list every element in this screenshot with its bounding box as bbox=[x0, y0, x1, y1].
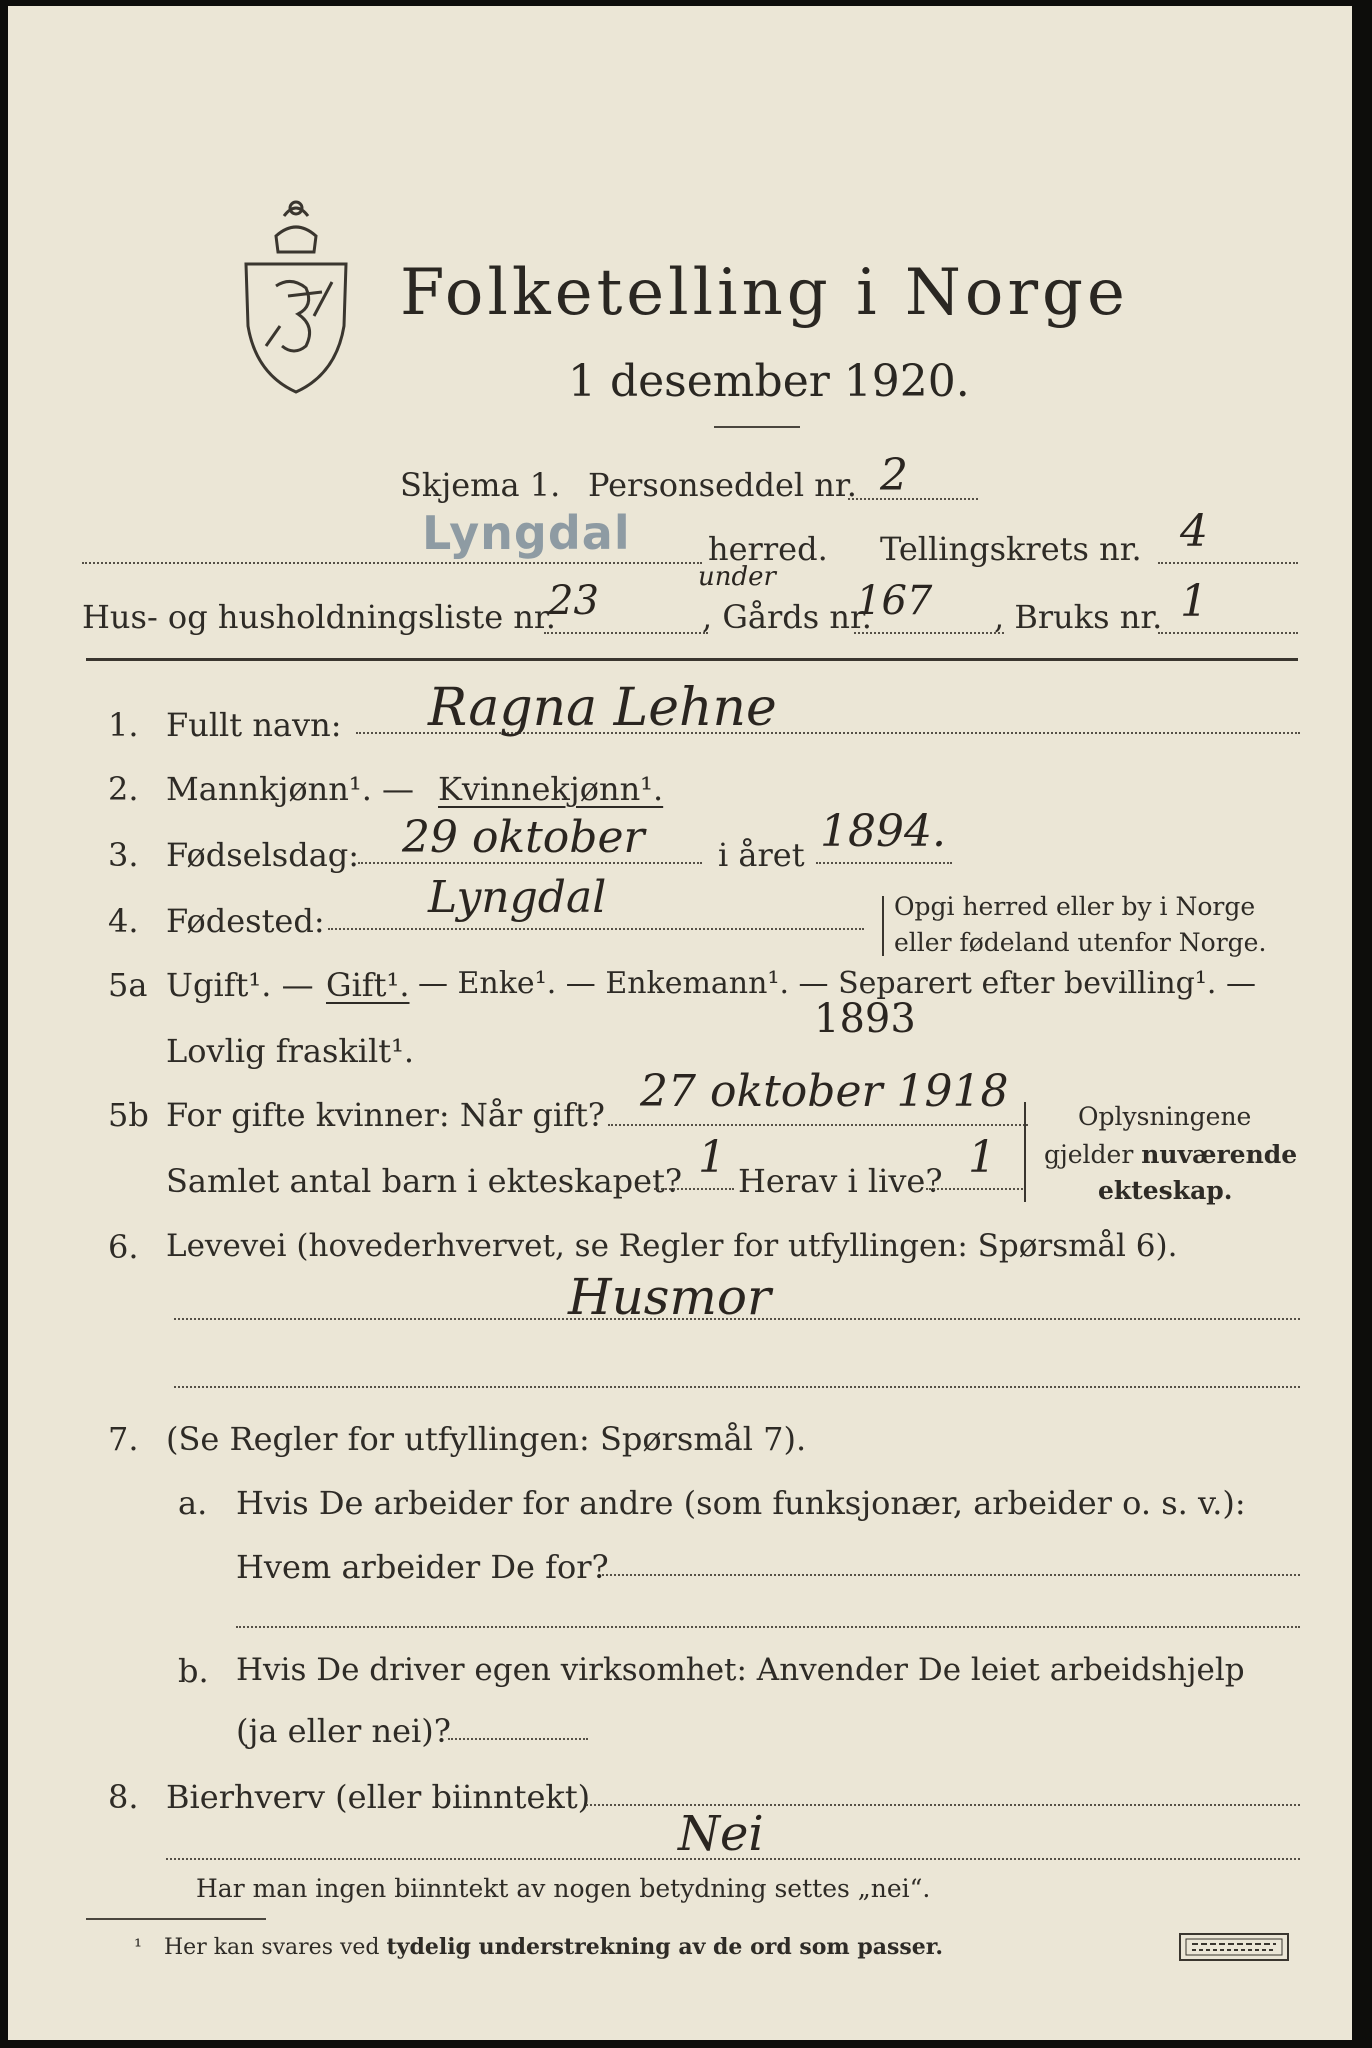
q5b-note-line3: ekteskap. bbox=[1098, 1176, 1233, 1205]
q6-label: Levevei (hovederhvervet, se Regler for utfyllingen: Spørsmål 6). bbox=[166, 1228, 1178, 1264]
census-date: 1 desember 1920. bbox=[568, 356, 970, 407]
gards-label: , Gårds nr. bbox=[702, 598, 872, 636]
q7-label: (Se Regler for utfyllingen: Spørsmål 7). bbox=[166, 1420, 807, 1458]
personseddel-label: Personseddel nr. bbox=[588, 466, 857, 504]
personseddel-value: 2 bbox=[880, 450, 908, 501]
q7b-label: Hvis De driver egen virksomhet: Anvender De leiet arbeidshjelp bbox=[236, 1652, 1245, 1688]
q6-line1 bbox=[174, 1318, 1300, 1320]
q5b-label: For gifte kvinner: Når gift? bbox=[166, 1096, 605, 1134]
q7b-yes-no-label: (ja eller nei)? bbox=[236, 1712, 451, 1750]
q1-label: Fullt navn: bbox=[166, 706, 342, 744]
footnote-divider bbox=[86, 1918, 266, 1920]
gards-value: 167 bbox=[856, 578, 933, 624]
q2-female-option: Kvinnekjønn¹. bbox=[438, 770, 664, 808]
q3-number: 3. bbox=[108, 836, 139, 874]
q4-label: Fødested: bbox=[166, 902, 325, 940]
q5b-note-line1: Oplysningene bbox=[1078, 1102, 1252, 1131]
husliste-note: under bbox=[698, 562, 776, 592]
q3-year-line bbox=[816, 862, 952, 864]
q5a-number: 5a bbox=[108, 966, 148, 1004]
q8-label: Bierhverv (eller biinntekt) bbox=[166, 1778, 591, 1816]
husliste-value: 23 bbox=[548, 578, 599, 624]
q4-note-brace bbox=[882, 896, 884, 956]
q7b-line bbox=[448, 1738, 588, 1740]
q5a-other-options: — Enke¹. — Enkemann¹. — Separert efter bevilling¹. — bbox=[418, 966, 1256, 1001]
q5b-line bbox=[608, 1124, 1028, 1126]
q7a-employer-line bbox=[602, 1574, 1300, 1576]
q8-line2 bbox=[166, 1858, 1300, 1860]
q3-label: Fødselsdag: bbox=[166, 836, 360, 874]
q7b-letter: b. bbox=[178, 1652, 209, 1690]
q7a-employer-line2 bbox=[236, 1626, 1300, 1628]
q6-occupation: Husmor bbox=[568, 1268, 771, 1326]
q7a-letter: a. bbox=[178, 1484, 208, 1522]
q5b-children-line bbox=[654, 1188, 734, 1190]
q3-year-label: i året bbox=[718, 836, 805, 874]
herred-line bbox=[82, 562, 702, 564]
q1-full-name: Ragna Lehne bbox=[428, 678, 777, 738]
q2-number: 2. bbox=[108, 770, 139, 808]
tellingskrets-value: 4 bbox=[1180, 506, 1208, 557]
q4-line bbox=[328, 928, 864, 930]
q5b-alive-label: Herav i live? bbox=[738, 1162, 943, 1200]
skjema-label: Skjema 1. bbox=[400, 466, 561, 504]
title-divider bbox=[714, 426, 800, 428]
printer-stamp-icon bbox=[1178, 1932, 1290, 1962]
q7a-label: Hvis De arbeider for andre (som funksjonær, arbeider o. s. v.): bbox=[236, 1484, 1246, 1522]
q4-birthplace: Lyngdal bbox=[428, 872, 607, 923]
footnote-mark: ¹ bbox=[134, 1934, 143, 1958]
header-divider bbox=[86, 658, 1298, 661]
q5b-alive-value: 1 bbox=[968, 1132, 996, 1183]
q4-number: 4. bbox=[108, 902, 139, 940]
q5b-note-brace bbox=[1024, 1102, 1026, 1202]
q5b-children-value: 1 bbox=[698, 1132, 726, 1183]
q2-male-option: Mannkjønn¹. — bbox=[166, 770, 415, 808]
q6-line2 bbox=[174, 1386, 1300, 1388]
q5a-divorced-option: Lovlig fraskilt¹. bbox=[166, 1032, 415, 1070]
q5b-note-line2: gjelder nuværende bbox=[1044, 1140, 1298, 1169]
q1-number: 1. bbox=[108, 706, 139, 744]
q4-note-line1: Opgi herred eller by i Norge bbox=[894, 892, 1256, 921]
q3-birthday: 29 oktober bbox=[402, 812, 645, 863]
q5a-married-option: Gift¹. bbox=[326, 966, 410, 1004]
q5b-children-label: Samlet antal barn i ekteskapet? bbox=[166, 1162, 683, 1200]
gards-line bbox=[854, 632, 1004, 634]
bruks-label: , Bruks nr. bbox=[994, 598, 1163, 636]
tellingskrets-label: Tellingskrets nr. bbox=[880, 530, 1142, 568]
q5a-annotation: 1893 bbox=[814, 996, 916, 1042]
bruks-line bbox=[1158, 632, 1298, 634]
q5a-unmarried-option: Ugift¹. — bbox=[166, 966, 314, 1004]
q5b-number: 5b bbox=[108, 1096, 149, 1134]
herred-label: herred. bbox=[708, 530, 828, 568]
q8-side-income: Nei bbox=[678, 1806, 764, 1862]
q8-number: 8. bbox=[108, 1778, 139, 1816]
q4-note-line2: eller fødeland utenfor Norge. bbox=[894, 928, 1267, 957]
tellingskrets-line bbox=[1158, 562, 1298, 564]
q3-birth-year: 1894. bbox=[820, 806, 946, 857]
q5b-marriage-date: 27 oktober 1918 bbox=[640, 1066, 1009, 1117]
q5b-alive-line bbox=[926, 1188, 1026, 1190]
husliste-line bbox=[544, 632, 708, 634]
census-form-page bbox=[8, 6, 1352, 2040]
husliste-label: Hus- og husholdningsliste nr. bbox=[82, 598, 556, 636]
footnote-text: Her kan svares ved tydelig understrekning av de ord som passer. bbox=[164, 1934, 944, 1960]
q8-note: Har man ingen biinntekt av nogen betydning settes „nei“. bbox=[196, 1874, 931, 1903]
bruks-value: 1 bbox=[1180, 576, 1208, 627]
personseddel-line bbox=[848, 498, 978, 500]
q7a-employer-label: Hvem arbeider De for? bbox=[236, 1548, 609, 1586]
form-title: Folketelling i Norge bbox=[400, 256, 1129, 330]
herred-stamp: Lyngdal bbox=[422, 506, 631, 560]
q7-number: 7. bbox=[108, 1420, 139, 1458]
q6-number: 6. bbox=[108, 1228, 139, 1266]
coat-of-arms-icon bbox=[236, 196, 356, 396]
